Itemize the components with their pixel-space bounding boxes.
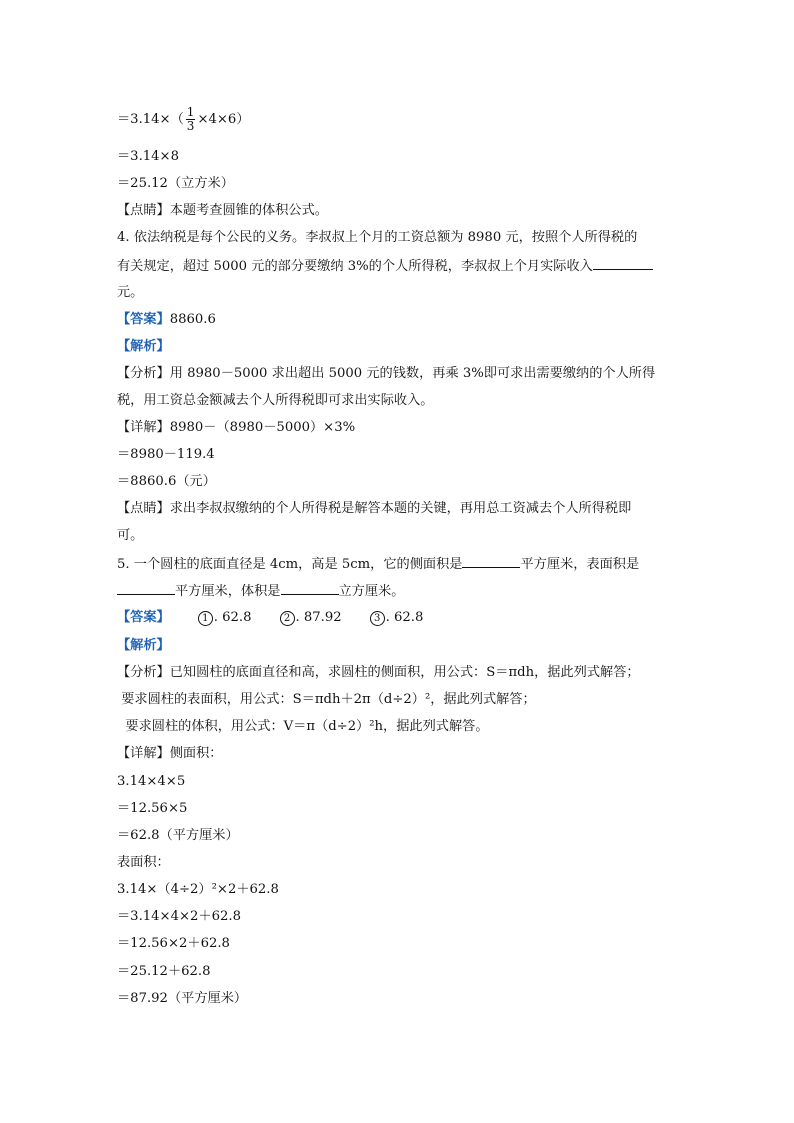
calc-text: ＝3.14×（	[117, 112, 184, 127]
fenxi-line: 要求圆柱的表面积，用公式：S＝πdh＋2π（d÷2）²，据此列式解答；	[117, 692, 536, 707]
calc-text: ×4×6）	[197, 112, 250, 127]
answer-blank	[281, 582, 339, 595]
dianjing-line	[117, 500, 631, 518]
calc-line: ＝25.12＋62.8	[117, 964, 211, 979]
calc-line: 表面积：	[117, 855, 170, 870]
answer-value: . 62.8	[213, 610, 252, 625]
jiexi-tag-text: 【解析】	[117, 638, 170, 653]
question-4-text: 元。	[117, 285, 144, 300]
xiangjie-tag: 【详解】	[117, 420, 170, 435]
jiexi-tag-text: 【解析】	[117, 339, 170, 354]
answer-blank	[117, 582, 175, 595]
answer-value: 8860.6	[169, 312, 216, 327]
answer-value: . 87.92	[295, 610, 342, 625]
calc-line: ＝25.12（立方米）	[117, 176, 234, 191]
xiangjie-line	[117, 419, 355, 437]
jiexi-tag	[117, 338, 170, 356]
fraction	[186, 106, 196, 133]
fraction-numerator: 1	[186, 105, 195, 119]
fenxi-tag: 【分析】	[117, 665, 170, 680]
calc-line: ＝8980－119.4	[117, 447, 215, 462]
fraction-denominator: 3	[186, 119, 195, 133]
calc-line: ＝12.56×2＋62.8	[117, 936, 230, 951]
question-5-text-part: 5. 一个圆柱的底面直径是 4cm，高是 5cm，它的侧面积是	[117, 557, 463, 572]
question-5-text-part: 平方厘米，体积是	[175, 584, 281, 599]
calc-line: ＝3.14×8	[117, 149, 179, 164]
fenxi-text: 已知圆柱的底面直径和高，求圆柱的侧面积，用公式：S＝πdh，据此列式解答；	[169, 665, 640, 680]
fenxi-text: 用 8980－5000 求出超出 5000 元的钱数，再乘 3%即可求出需要缴纳的个人所得	[169, 366, 656, 381]
xiangjie-tag: 【详解】	[117, 746, 170, 761]
dianjing-line	[117, 202, 328, 220]
circled-number: 2	[280, 611, 295, 626]
answer-tag: 【答案】	[117, 312, 170, 327]
jiexi-tag	[117, 637, 170, 655]
calc-line: ＝12.56×5	[117, 801, 188, 816]
xiangjie-line	[117, 745, 223, 763]
answer-blank	[462, 555, 520, 568]
question-5-text	[117, 582, 404, 601]
dianjing-text: 本题考查圆锥的体积公式。	[169, 203, 328, 218]
answer-value: . 62.8	[385, 610, 424, 625]
circled-number: 3	[370, 611, 385, 626]
calc-line: ＝62.8（平方厘米）	[117, 828, 239, 843]
circled-number: 1	[198, 611, 213, 626]
xiangjie-text: 8980－（8980－5000）×3%	[169, 420, 356, 435]
question-4-text-part: 有关规定，超过 5000 元的部分要缴纳 3%的个人所得税，李叔叔上个月实际收入	[117, 259, 593, 274]
question-4-text	[117, 257, 653, 276]
calc-line: 3.14×4×5	[117, 774, 186, 789]
dianjing-text: 求出李叔叔缴纳的个人所得税是解答本题的关键，再用总工资减去个人所得税即	[169, 501, 632, 516]
dianjing-line: 可。	[117, 528, 144, 543]
calc-line: ＝87.92（平方厘米）	[117, 991, 248, 1006]
fenxi-line: 要求圆柱的体积，用公式：V＝π（d÷2）²h，据此列式解答。	[117, 719, 489, 734]
fenxi-tag: 【分析】	[117, 366, 170, 381]
question-4-text: 4. 依法纳税是每个公民的义务。李叔叔上个月的工资总额为 8980 元，按照个人所得税的	[117, 230, 638, 245]
calc-line	[117, 106, 250, 133]
answer-tag: 【答案】	[117, 610, 170, 625]
calc-line: 3.14×（4÷2）²×2＋62.8	[117, 882, 279, 897]
answer-blank	[593, 257, 653, 270]
question-5-text	[117, 555, 639, 574]
fenxi-line	[117, 664, 640, 682]
xiangjie-text: 侧面积：	[169, 746, 223, 761]
fenxi-line	[117, 365, 655, 383]
answer-line	[117, 609, 423, 627]
dianjing-tag: 【点睛】	[117, 501, 170, 516]
fenxi-line: 税，用工资总金额减去个人所得税即可求出实际收入。	[117, 393, 434, 408]
calc-line: ＝3.14×4×2＋62.8	[117, 909, 241, 924]
calc-line: ＝8860.6（元）	[117, 474, 216, 489]
question-5-text-part: 立方厘米。	[338, 584, 405, 599]
answer-line	[117, 311, 216, 329]
dianjing-tag: 【点睛】	[117, 203, 170, 218]
question-5-text-part: 平方厘米，表面积是	[520, 557, 640, 572]
